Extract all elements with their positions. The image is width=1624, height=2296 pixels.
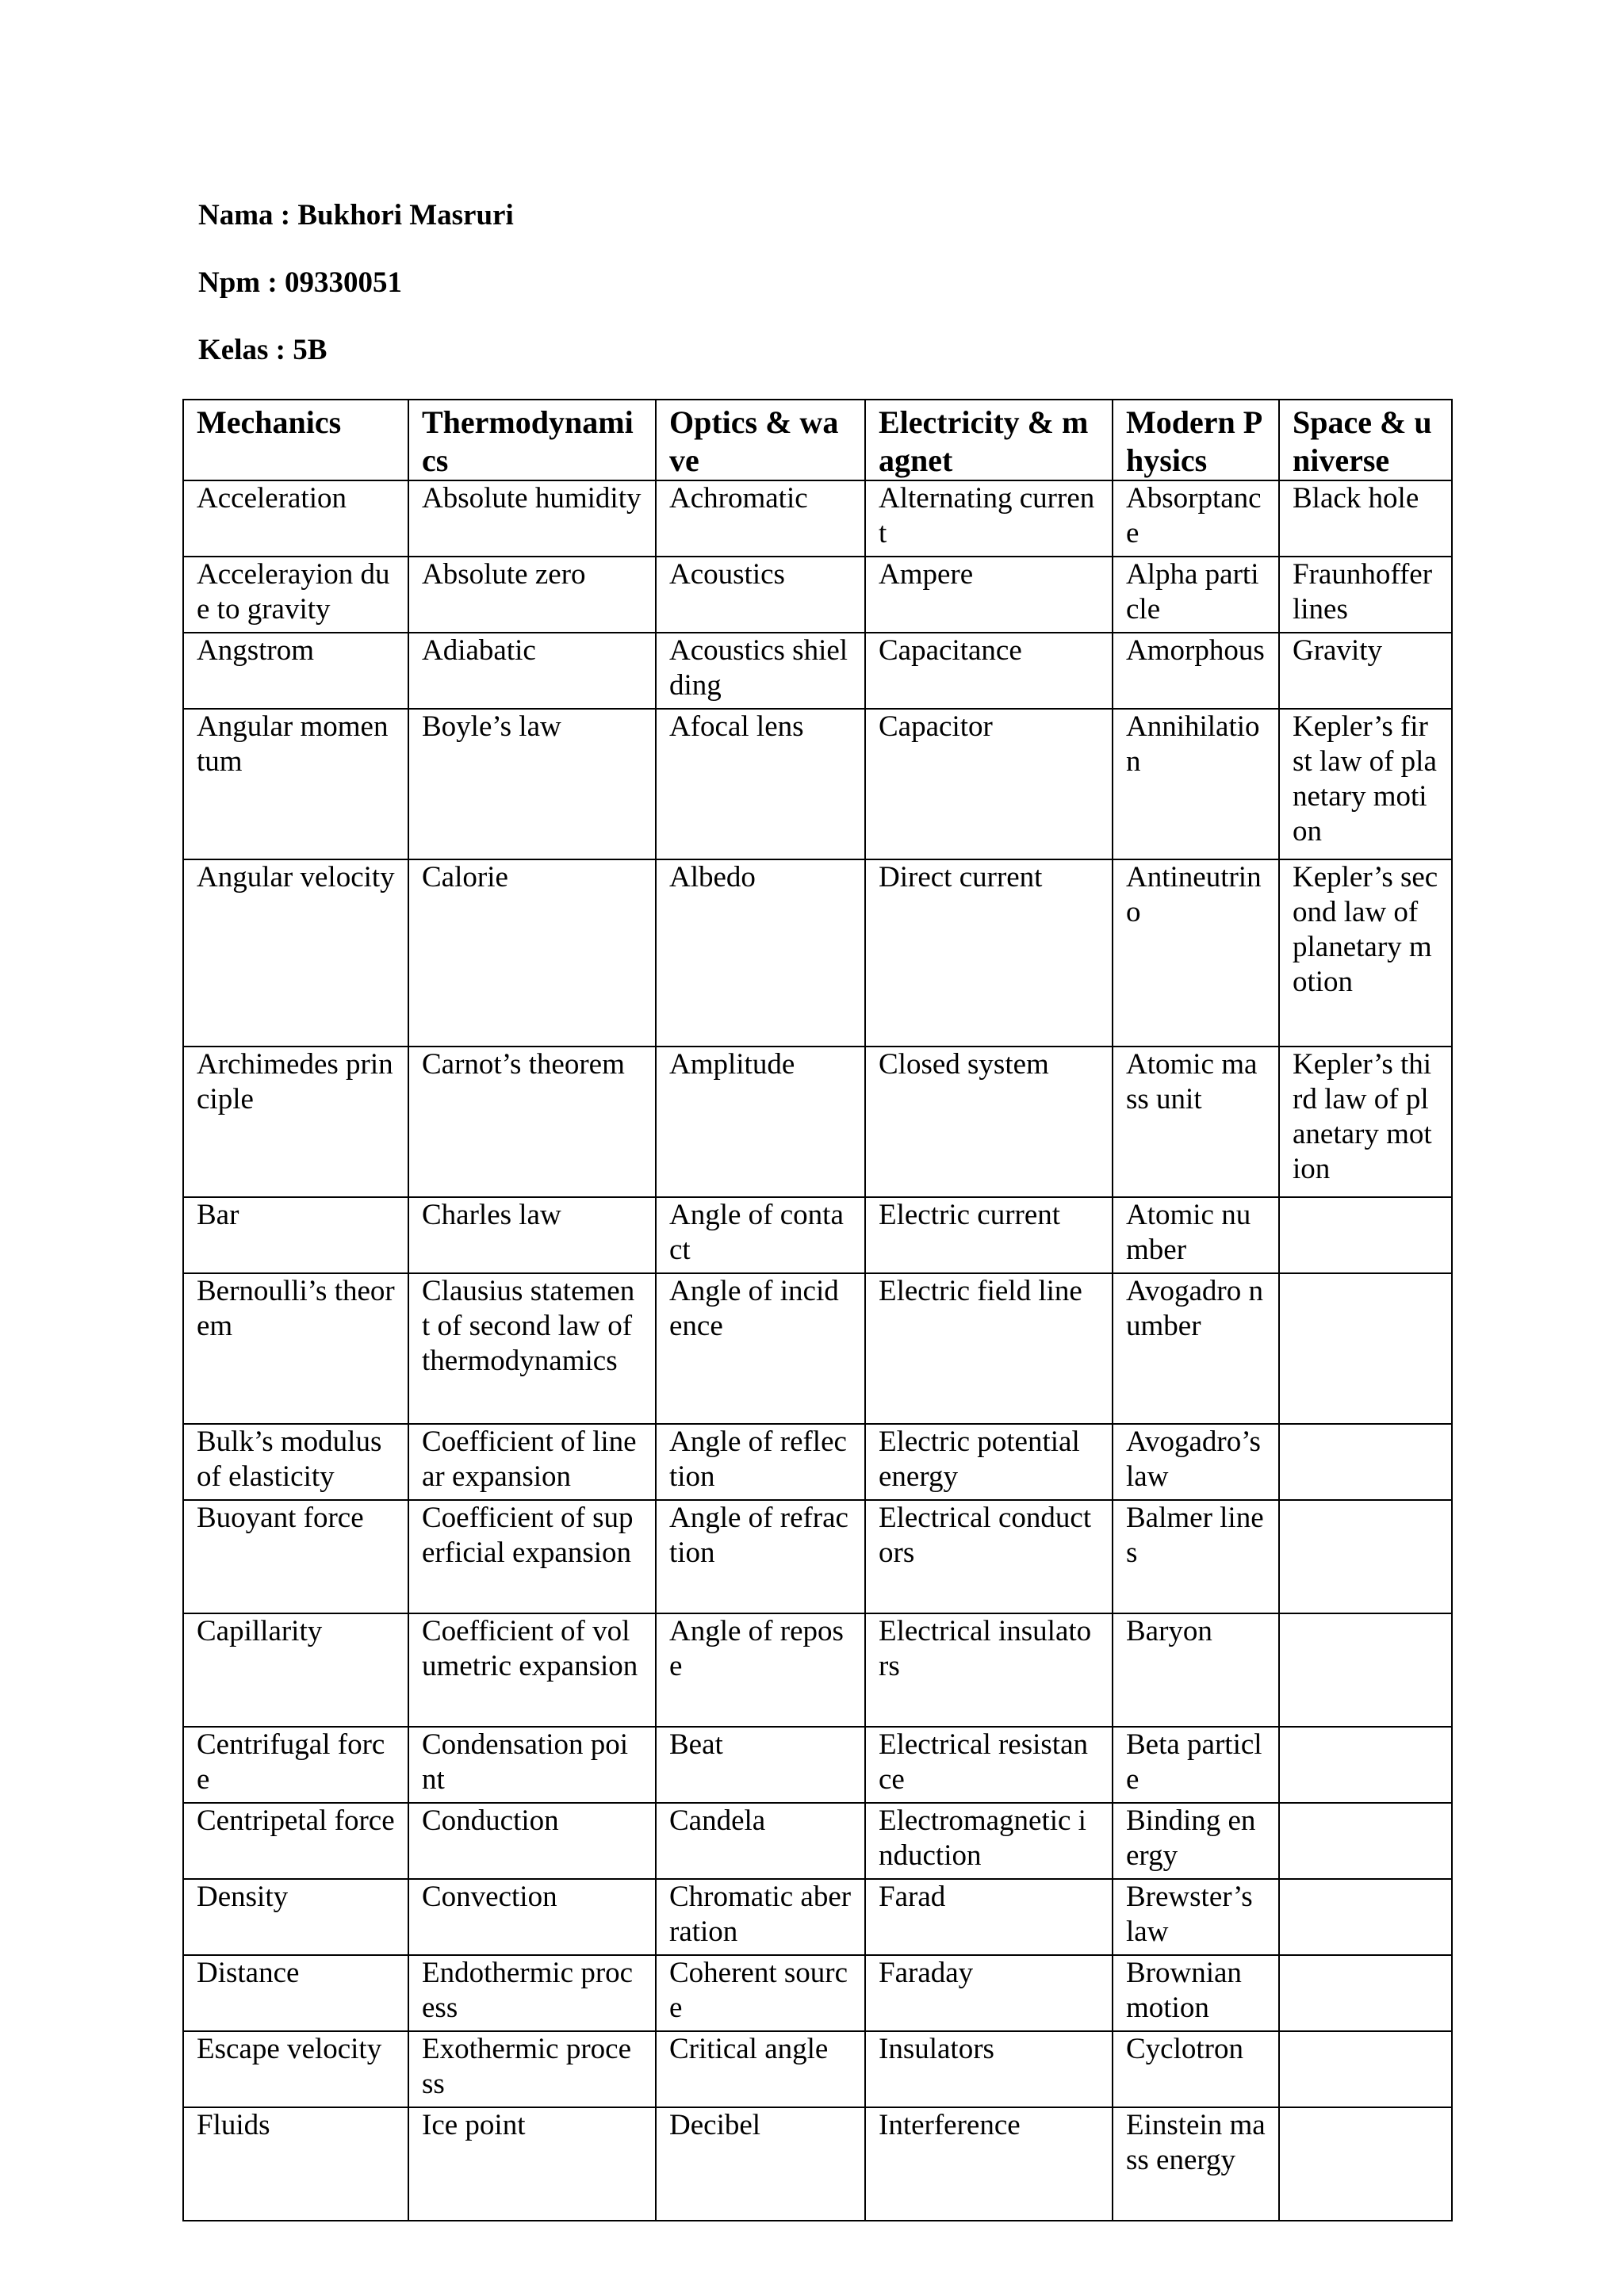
cell-optics-wave: Chromatic aberration	[656, 1879, 865, 1955]
physics-terms-table	[182, 399, 1453, 2221]
cell-mechanics: Accelerayion due to gravity	[183, 557, 408, 633]
name-separator: :	[273, 199, 298, 232]
cell-thermodynamics: Ice point	[408, 2107, 656, 2221]
cell-mechanics: Bar	[183, 1197, 408, 1273]
cell-modern-physics: Beta particle	[1113, 1727, 1279, 1803]
cell-space-universe: Kepler’s third law of planetary motion	[1279, 1047, 1452, 1197]
cell-modern-physics: Balmer lines	[1113, 1500, 1279, 1613]
table-row	[183, 1424, 1452, 1500]
cell-space-universe	[1279, 1955, 1452, 2031]
cell-modern-physics: Avogadro number	[1113, 1273, 1279, 1424]
cell-mechanics: Archimedes principle	[183, 1047, 408, 1197]
student-npm-line	[198, 266, 402, 300]
cell-mechanics: Angular velocity	[183, 859, 408, 1047]
table-row	[183, 709, 1452, 859]
table-row	[183, 1879, 1452, 1955]
cell-thermodynamics: Condensation point	[408, 1727, 656, 1803]
table-row	[183, 480, 1452, 557]
student-name-line	[198, 198, 514, 233]
cell-space-universe: Fraunhoffer lines	[1279, 557, 1452, 633]
cell-optics-wave: Afocal lens	[656, 709, 865, 859]
cell-space-universe	[1279, 1197, 1452, 1273]
cell-optics-wave: Beat	[656, 1727, 865, 1803]
cell-optics-wave: Decibel	[656, 2107, 865, 2221]
cell-space-universe: Black hole	[1279, 480, 1452, 557]
cell-modern-physics: Avogadro’s law	[1113, 1424, 1279, 1500]
table-row	[183, 1955, 1452, 2031]
cell-optics-wave: Achromatic	[656, 480, 865, 557]
header-electricity-magnet: Electricity & magnet	[865, 400, 1113, 480]
cell-thermodynamics: Adiabatic	[408, 633, 656, 709]
cell-optics-wave: Amplitude	[656, 1047, 865, 1197]
cell-space-universe	[1279, 1613, 1452, 1727]
cell-thermodynamics: Convection	[408, 1879, 656, 1955]
cell-space-universe	[1279, 2107, 1452, 2221]
npm-separator: :	[260, 266, 285, 299]
cell-thermodynamics: Clausius statement of second law of thermodynamics	[408, 1273, 656, 1424]
cell-optics-wave: Angle of incidence	[656, 1273, 865, 1424]
cell-electricity-magnet: Closed system	[865, 1047, 1113, 1197]
table-row	[183, 557, 1452, 633]
cell-electricity-magnet: Alternating current	[865, 480, 1113, 557]
cell-modern-physics: Cyclotron	[1113, 2031, 1279, 2107]
cell-electricity-magnet: Electric field line	[865, 1273, 1113, 1424]
kelas-separator: :	[268, 334, 293, 366]
table-header	[183, 400, 1452, 480]
cell-electricity-magnet: Interference	[865, 2107, 1113, 2221]
table-row	[183, 633, 1452, 709]
cell-optics-wave: Angle of refraction	[656, 1500, 865, 1613]
table-row	[183, 2107, 1452, 2221]
cell-mechanics: Angular momentum	[183, 709, 408, 859]
cell-space-universe: Kepler’s second law of planetary motion	[1279, 859, 1452, 1047]
header-thermodynamics: Thermodynamics	[408, 400, 656, 480]
cell-space-universe: Gravity	[1279, 633, 1452, 709]
cell-optics-wave: Candela	[656, 1803, 865, 1879]
cell-thermodynamics: Coefficient of volumetric expansion	[408, 1613, 656, 1727]
table-row	[183, 1500, 1452, 1613]
header-row	[183, 400, 1452, 480]
cell-optics-wave: Acoustics shielding	[656, 633, 865, 709]
cell-modern-physics: Absorptance	[1113, 480, 1279, 557]
cell-thermodynamics: Endothermic process	[408, 1955, 656, 2031]
cell-thermodynamics: Charles law	[408, 1197, 656, 1273]
cell-electricity-magnet: Electrical insulators	[865, 1613, 1113, 1727]
cell-modern-physics: Amorphous	[1113, 633, 1279, 709]
table-row	[183, 2031, 1452, 2107]
kelas-value: 5B	[293, 334, 327, 366]
cell-mechanics: Density	[183, 1879, 408, 1955]
cell-space-universe	[1279, 1424, 1452, 1500]
cell-optics-wave: Acoustics	[656, 557, 865, 633]
cell-space-universe	[1279, 2031, 1452, 2107]
cell-space-universe: Kepler’s first law of planetary motion	[1279, 709, 1452, 859]
cell-mechanics: Distance	[183, 1955, 408, 2031]
cell-electricity-magnet: Electrical resistance	[865, 1727, 1113, 1803]
cell-mechanics: Angstrom	[183, 633, 408, 709]
cell-modern-physics: Binding energy	[1113, 1803, 1279, 1879]
table-row	[183, 1273, 1452, 1424]
table-row	[183, 1727, 1452, 1803]
cell-optics-wave: Critical angle	[656, 2031, 865, 2107]
cell-modern-physics: Atomic mass unit	[1113, 1047, 1279, 1197]
cell-optics-wave: Coherent source	[656, 1955, 865, 2031]
cell-electricity-magnet: Capacitance	[865, 633, 1113, 709]
table-row	[183, 1613, 1452, 1727]
table-body	[183, 480, 1452, 2221]
cell-modern-physics: Annihilation	[1113, 709, 1279, 859]
cell-modern-physics: Einstein mass energy	[1113, 2107, 1279, 2221]
cell-electricity-magnet: Electric potential energy	[865, 1424, 1113, 1500]
student-kelas-line	[198, 333, 327, 368]
npm-value: 09330051	[284, 266, 402, 299]
cell-mechanics: Acceleration	[183, 480, 408, 557]
cell-optics-wave: Angle of contact	[656, 1197, 865, 1273]
cell-space-universe	[1279, 1803, 1452, 1879]
cell-modern-physics: Brownian motion	[1113, 1955, 1279, 2031]
cell-mechanics: Escape velocity	[183, 2031, 408, 2107]
cell-space-universe	[1279, 1500, 1452, 1613]
cell-modern-physics: Baryon	[1113, 1613, 1279, 1727]
cell-electricity-magnet: Direct current	[865, 859, 1113, 1047]
cell-space-universe	[1279, 1273, 1452, 1424]
cell-mechanics: Bernoulli’s theorem	[183, 1273, 408, 1424]
cell-thermodynamics: Exothermic process	[408, 2031, 656, 2107]
name-value: Bukhori Masruri	[297, 199, 514, 232]
cell-electricity-magnet: Faraday	[865, 1955, 1113, 2031]
cell-space-universe	[1279, 1879, 1452, 1955]
header-mechanics: Mechanics	[183, 400, 408, 480]
cell-thermodynamics: Carnot’s theorem	[408, 1047, 656, 1197]
cell-mechanics: Centrifugal force	[183, 1727, 408, 1803]
cell-optics-wave: Albedo	[656, 859, 865, 1047]
table-row	[183, 1803, 1452, 1879]
cell-thermodynamics: Conduction	[408, 1803, 656, 1879]
cell-optics-wave: Angle of repose	[656, 1613, 865, 1727]
cell-mechanics: Buoyant force	[183, 1500, 408, 1613]
cell-mechanics: Capillarity	[183, 1613, 408, 1727]
cell-thermodynamics: Boyle’s law	[408, 709, 656, 859]
cell-electricity-magnet: Farad	[865, 1879, 1113, 1955]
cell-thermodynamics: Absolute humidity	[408, 480, 656, 557]
cell-space-universe	[1279, 1727, 1452, 1803]
cell-electricity-magnet: Electric current	[865, 1197, 1113, 1273]
cell-electricity-magnet: Insulators	[865, 2031, 1113, 2107]
cell-mechanics: Fluids	[183, 2107, 408, 2221]
table-row	[183, 1197, 1452, 1273]
cell-thermodynamics: Coefficient of linear expansion	[408, 1424, 656, 1500]
header-modern-physics: Modern Physics	[1113, 400, 1279, 480]
cell-electricity-magnet: Capacitor	[865, 709, 1113, 859]
table-row	[183, 859, 1452, 1047]
cell-thermodynamics: Coefficient of superficial expansion	[408, 1500, 656, 1613]
cell-modern-physics: Brewster’s law	[1113, 1879, 1279, 1955]
cell-mechanics: Centripetal force	[183, 1803, 408, 1879]
header-space-universe: Space & universe	[1279, 400, 1452, 480]
cell-electricity-magnet: Electromagnetic induction	[865, 1803, 1113, 1879]
cell-thermodynamics: Absolute zero	[408, 557, 656, 633]
cell-electricity-magnet: Electrical conductors	[865, 1500, 1113, 1613]
cell-modern-physics: Atomic number	[1113, 1197, 1279, 1273]
table-row	[183, 1047, 1452, 1197]
npm-label: Npm	[198, 266, 261, 299]
cell-optics-wave: Angle of reflection	[656, 1424, 865, 1500]
header-optics-wave: Optics & wave	[656, 400, 865, 480]
cell-thermodynamics: Calorie	[408, 859, 656, 1047]
cell-electricity-magnet: Ampere	[865, 557, 1113, 633]
kelas-label: Kelas	[198, 334, 269, 366]
cell-modern-physics: Alpha particle	[1113, 557, 1279, 633]
name-label: Nama	[198, 199, 274, 232]
cell-mechanics: Bulk’s modulus of elasticity	[183, 1424, 408, 1500]
cell-modern-physics: Antineutrino	[1113, 859, 1279, 1047]
